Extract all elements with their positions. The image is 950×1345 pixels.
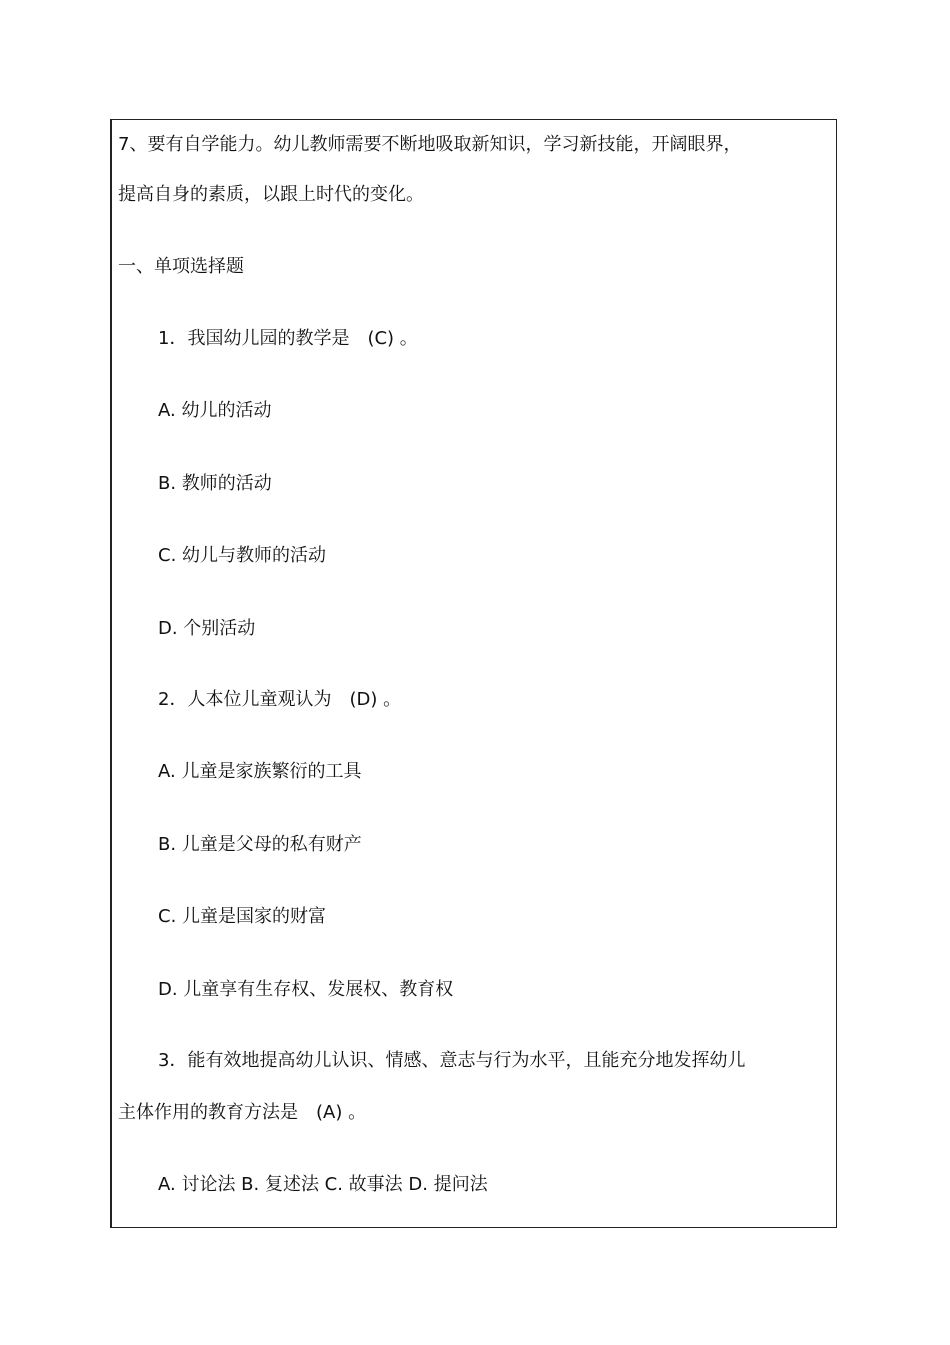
question-1-option-c: C. 幼儿与教师的活动 xyxy=(158,545,327,566)
question-2-option-c: C. 儿童是国家的财富 xyxy=(158,906,327,927)
question-2-stem: 2．人本位儿童观认为 (D) 。 xyxy=(158,689,402,710)
question-1-option-a: A. 幼儿的活动 xyxy=(158,400,272,421)
question-2-option-d: D. 儿童享有生存权、发展权、教育权 xyxy=(158,979,454,1000)
question-3-stem-line-2: 主体作用的教育方法是 (A) 。 xyxy=(118,1102,367,1123)
question-1-option-d: D. 个别活动 xyxy=(158,618,256,639)
question-1-stem: 1．我国幼儿园的教学是 (C) 。 xyxy=(158,328,418,349)
question-1-option-b: B. 教师的活动 xyxy=(158,473,272,494)
question-2-option-b: B. 儿童是父母的私有财产 xyxy=(158,834,362,855)
section-title: 一、单项选择题 xyxy=(118,256,244,277)
question-3-stem-line-1: 3．能有效地提高幼儿认识、情感、意志与行为水平，且能充分地发挥幼儿 xyxy=(158,1050,746,1071)
question-2-option-a: A. 儿童是家族繁衍的工具 xyxy=(158,761,362,782)
intro-line-2: 提高自身的素质，以跟上时代的变化。 xyxy=(118,184,424,205)
intro-line-1: 7、要有自学能力。幼儿教师需要不断地吸取新知识，学习新技能，开阔眼界， xyxy=(118,134,742,155)
question-3-options: A. 讨论法 B. 复述法 C. 故事法 D. 提问法 xyxy=(158,1174,488,1195)
